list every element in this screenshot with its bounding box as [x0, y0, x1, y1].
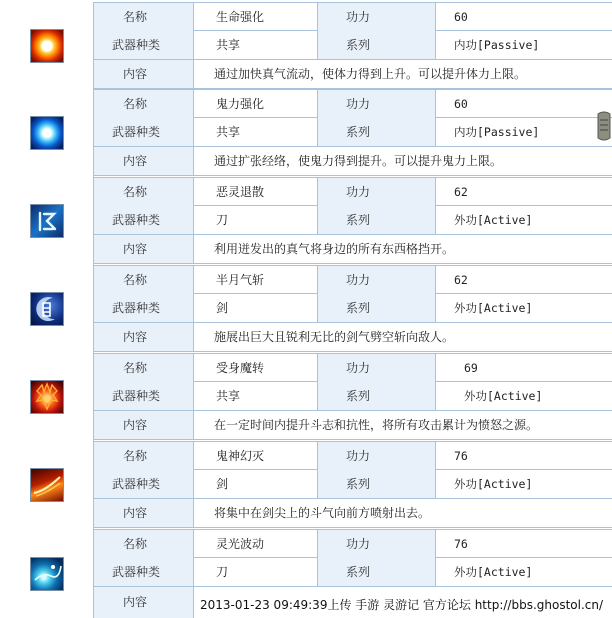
skill-name: 鬼力强化 — [194, 90, 318, 118]
weapon-row — [94, 118, 612, 147]
skill-name: 恶灵退散 — [194, 178, 318, 206]
icon-cell — [0, 2, 94, 90]
name-label: 名称 — [94, 442, 194, 470]
skill-weapon: 共享 — [194, 382, 318, 410]
name-label: 名称 — [94, 530, 194, 558]
series-label: 系列 — [318, 118, 436, 146]
icon-cell — [0, 353, 94, 441]
skill-power: 62 — [454, 185, 468, 199]
weapon-row — [94, 382, 612, 411]
skill-series: 外功[Active] — [464, 389, 543, 403]
series-label: 系列 — [318, 558, 436, 586]
series-label: 系列 — [318, 382, 436, 410]
skill-content: 在一定时间内提升斗志和抗性，将所有攻击累计为愤怒之源。 — [214, 418, 539, 432]
skill-power: 76 — [454, 449, 468, 463]
skill-block-4 — [0, 265, 612, 353]
name-row — [94, 177, 612, 206]
weapon-type-label: 武器种类 — [94, 31, 194, 59]
skill-power: 62 — [454, 273, 468, 287]
upload-watermark: 2013-01-23 09:49:39上传 手游 灵游记 官方论坛 http://bbs.ghostol.cn/ — [200, 598, 604, 612]
skill-power: 60 — [454, 97, 468, 111]
weapon-type-label: 武器种类 — [94, 558, 194, 586]
weapon-row — [94, 558, 612, 587]
skill-weapon: 剑 — [194, 294, 318, 322]
skill-content: 利用迸发出的真气将身边的所有东西格挡开。 — [214, 242, 455, 256]
content-label: 内容 — [94, 587, 194, 618]
weapon-type-label: 武器种类 — [94, 470, 194, 498]
skill-weapon: 共享 — [194, 118, 318, 146]
skill-ghost-illusion-icon — [30, 468, 64, 502]
content-label: 内容 — [94, 323, 194, 351]
weapon-row — [94, 470, 612, 499]
icon-cell — [0, 441, 94, 529]
content-row — [94, 147, 612, 176]
skill-power: 60 — [454, 10, 468, 24]
power-label: 功力 — [318, 442, 436, 470]
skill-series: 内功[Passive] — [454, 38, 540, 52]
content-row — [94, 235, 612, 264]
skill-name: 生命强化 — [194, 3, 318, 31]
series-label: 系列 — [318, 294, 436, 322]
name-label: 名称 — [94, 3, 194, 31]
skill-weapon: 刀 — [194, 558, 318, 586]
skill-demon-transform-icon — [30, 380, 64, 414]
skill-series: 外功[Active] — [454, 213, 533, 227]
name-row — [94, 89, 612, 118]
skill-name: 鬼神幻灭 — [194, 442, 318, 470]
power-label: 功力 — [318, 178, 436, 206]
skill-name: 灵光波动 — [194, 530, 318, 558]
skill-power: 69 — [464, 361, 478, 375]
name-label: 名称 — [94, 354, 194, 382]
content-label: 内容 — [94, 499, 194, 527]
skill-weapon: 共享 — [194, 31, 318, 59]
weapon-row — [94, 31, 612, 60]
skill-content: 施展出巨大且锐利无比的剑气劈空斩向敌人。 — [214, 330, 455, 344]
name-label: 名称 — [94, 178, 194, 206]
series-label: 系列 — [318, 470, 436, 498]
skill-series: 内功[Passive] — [454, 125, 540, 139]
skill-content: 通过扩张经络，使鬼力得到提升。可以提升鬼力上限。 — [214, 154, 503, 168]
skill-series: 外功[Active] — [454, 477, 533, 491]
skill-weapon: 剑 — [194, 470, 318, 498]
scroll-ornament-icon — [594, 108, 612, 148]
weapon-type-label: 武器种类 — [94, 206, 194, 234]
icon-cell — [0, 89, 94, 177]
skill-power: 76 — [454, 537, 468, 551]
skill-series: 外功[Active] — [454, 565, 533, 579]
icon-cell — [0, 529, 94, 618]
skill-block-6 — [0, 441, 612, 529]
skill-block-5 — [0, 353, 612, 441]
name-row — [94, 529, 612, 558]
skill-series: 外功[Active] — [454, 301, 533, 315]
skill-content: 通过加快真气流动，使体力得到上升。可以提升体力上限。 — [214, 67, 527, 81]
weapon-row — [94, 206, 612, 235]
skill-block-3 — [0, 177, 612, 265]
content-row — [94, 60, 612, 89]
name-row — [94, 2, 612, 31]
weapon-row — [94, 294, 612, 323]
content-row — [94, 323, 612, 352]
content-row — [94, 499, 612, 528]
weapon-type-label: 武器种类 — [94, 118, 194, 146]
skill-weapon: 刀 — [194, 206, 318, 234]
content-label: 内容 — [94, 411, 194, 439]
content-label: 内容 — [94, 60, 194, 88]
skill-name: 半月气斩 — [194, 266, 318, 294]
skill-life-boost-icon — [30, 29, 64, 63]
content-label: 内容 — [94, 147, 194, 175]
series-label: 系列 — [318, 206, 436, 234]
weapon-type-label: 武器种类 — [94, 382, 194, 410]
power-label: 功力 — [318, 530, 436, 558]
skill-block-1 — [0, 0, 612, 88]
skill-spirit-boost-icon — [30, 116, 64, 150]
skill-light-wave-icon — [30, 557, 64, 591]
power-label: 功力 — [318, 266, 436, 294]
name-row — [94, 441, 612, 470]
skill-half-moon-icon — [30, 292, 64, 326]
power-label: 功力 — [318, 354, 436, 382]
power-label: 功力 — [318, 3, 436, 31]
content-row — [94, 411, 612, 440]
name-row — [94, 265, 612, 294]
content-label: 内容 — [94, 235, 194, 263]
name-label: 名称 — [94, 266, 194, 294]
icon-cell — [0, 265, 94, 353]
skill-name: 受身魔转 — [194, 354, 318, 382]
skill-block-2 — [0, 89, 612, 177]
icon-cell — [0, 177, 94, 265]
skill-evil-repel-icon — [30, 204, 64, 238]
skill-content: 将集中在剑尖上的斗气向前方喷射出去。 — [214, 506, 431, 520]
name-label: 名称 — [94, 90, 194, 118]
series-label: 系列 — [318, 31, 436, 59]
power-label: 功力 — [318, 90, 436, 118]
name-row — [94, 353, 612, 382]
weapon-type-label: 武器种类 — [94, 294, 194, 322]
